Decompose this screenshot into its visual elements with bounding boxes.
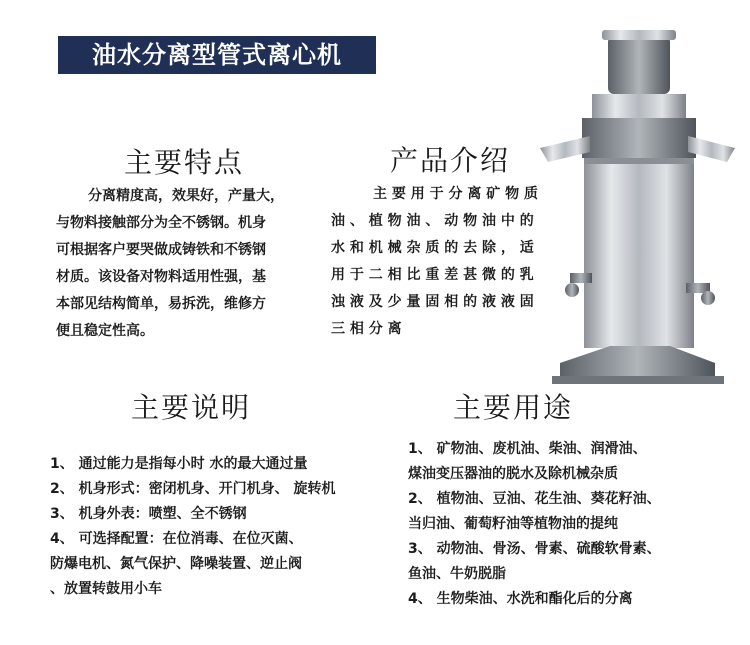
uses-heading: 主要用途	[453, 391, 574, 424]
intro-line: 用 于 二 相 比 重 差 甚 微 的 乳	[331, 267, 534, 283]
features-line: 分离精度高，效果好，产量大，	[88, 188, 284, 204]
uses-line: 当归油、葡萄籽油等植物油的提纯	[408, 516, 618, 532]
specs-line: 1、 通过能力是指每小时 水的最大通过量	[50, 456, 308, 472]
features-text-body	[56, 210, 266, 345]
intro-line: 油 、 植 物 油 、 动 物 油 中 的	[331, 213, 534, 229]
intro-line: 浊 液 及 少 量 固 相 的 液 液 固	[331, 294, 534, 310]
specs-heading: 主要说明	[131, 391, 252, 424]
features-heading: 主要特点	[124, 146, 245, 179]
intro-line: 三 相 分 离	[331, 321, 402, 337]
left-arm-shape	[540, 136, 590, 162]
base-shape	[560, 346, 715, 380]
outlet-pipe-shape	[570, 273, 592, 283]
head-shape	[582, 118, 696, 158]
features-line: 可根据客户要哭做成铸铁和不锈钢	[56, 242, 266, 258]
specs-line: 防爆电机、氮气保护、降噪装置、逆止阀	[50, 556, 302, 572]
features-line: 与物料接触部分为全不锈钢。机身	[56, 215, 266, 231]
uses-line: 4、 生物柴油、水洗和酯化后的分离	[408, 591, 633, 607]
uses-line: 2、 植物油、豆油、花生油、葵花籽油、	[408, 491, 661, 507]
uses-line: 煤油变压器油的脱水及除机械杂质	[408, 466, 618, 482]
features-line: 本部见结构简单，易拆洗，维修方	[56, 296, 266, 312]
right-arm-shape	[688, 136, 735, 162]
base-plate-shape	[552, 376, 724, 384]
motor-base-shape	[592, 94, 686, 118]
intro-text-body	[331, 208, 534, 343]
specs-list	[50, 452, 336, 602]
uses-line: 1、 矿物油、废机油、柴油、润滑油、	[408, 441, 647, 457]
intro-heading: 产品介绍	[390, 144, 511, 177]
uses-line: 3、 动物油、骨汤、骨素、硫酸软骨素、	[408, 541, 661, 557]
uses-list	[408, 437, 661, 612]
features-line: 材质。该设备对物料适用性强，基	[56, 269, 266, 285]
intro-line: 主 要 用 于 分 离 矿 物 质	[373, 186, 538, 202]
column-rim-shape	[584, 158, 694, 164]
page-title: 油水分离型管式离心机	[58, 36, 376, 74]
features-text	[88, 183, 284, 210]
specs-line: 4、 可选择配置：在位消毒、在位灭菌、	[50, 531, 303, 547]
features-line: 便且稳定性高。	[56, 323, 154, 339]
outlet-valve-shape	[565, 283, 579, 297]
centrifuge-machine-image	[530, 28, 745, 388]
intro-line: 水 和 机 械 杂 质 的 去 除 ， 适	[331, 240, 534, 256]
column-shape	[584, 158, 694, 348]
intro-text	[373, 181, 538, 208]
inlet-valve-shape	[701, 291, 715, 305]
specs-line: 2、 机身形式：密闭机身、开门机身、 旋转机	[50, 481, 336, 497]
specs-line: 3、 机身外表：喷塑、全不锈钢	[50, 506, 247, 522]
uses-line: 鱼油、牛奶脱脂	[408, 566, 506, 582]
specs-line: 、放置转鼓用小车	[50, 581, 162, 597]
motor-shape	[608, 36, 670, 94]
motor-cap-shape	[602, 30, 676, 40]
